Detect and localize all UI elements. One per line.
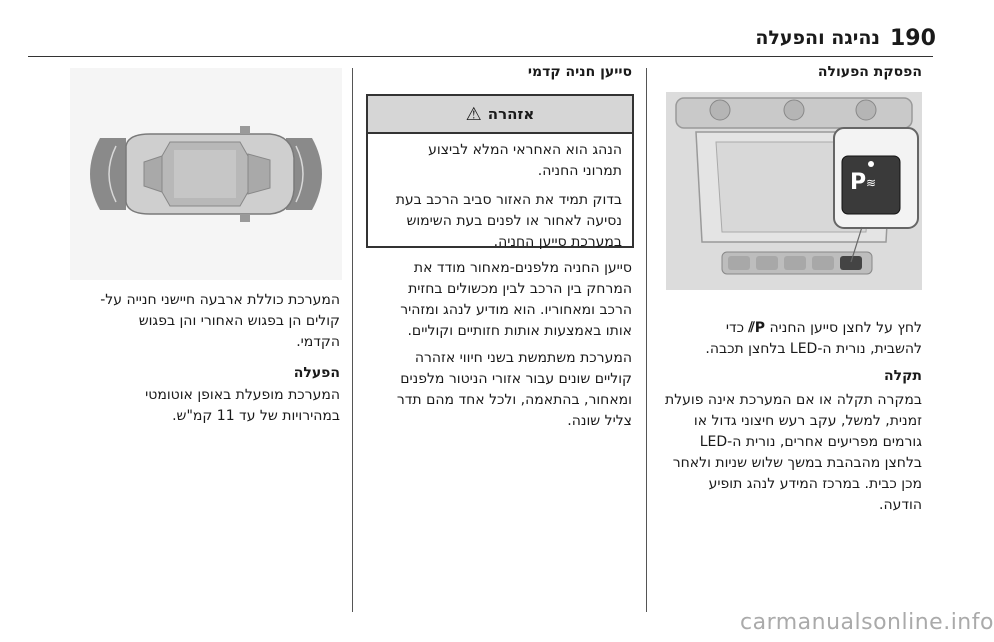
warning-p1-line2: תמרוני החניה.: [537, 163, 622, 179]
left-op-line2: במהירויות של עד 11 קמ"ש.: [172, 408, 340, 424]
warning-box: [366, 94, 634, 248]
car-topview-illustration: [70, 68, 342, 280]
fault-line-2: זמנית, למשל, עקב רעש חיצוני גדול או: [693, 413, 922, 429]
page-number: 190: [890, 26, 936, 51]
warning-title: אזהרה: [487, 105, 535, 123]
park-assist-waves-icon: ≋: [866, 176, 877, 190]
fault-line-3: גורמים מפריעים אחרים, נורית ה-LED: [699, 434, 922, 450]
middle-p2-line1: המערכת משתמשת בשני חיווי אזהרה: [414, 350, 632, 366]
left-desc-line3: הקדמי.: [296, 334, 340, 350]
dashboard-button-figure: [666, 92, 922, 290]
warning-triangle-icon: ⚠: [465, 103, 482, 125]
middle-p2-line2: קוליים שונים עבור אזורי הניטור מלפנים: [400, 371, 632, 387]
middle-body-text: [366, 258, 632, 432]
deactivation-text-part1: לחץ על לחצן סייען החניה: [765, 320, 922, 336]
left-desc-line2: קולים הן בפגוש האחורי והן בפגוש: [138, 313, 340, 329]
park-assist-symbol-icon: P⫽: [748, 320, 766, 336]
warning-p2-line3: במערכת סייען החניה.: [493, 234, 622, 250]
sensor-zones-figure: [70, 68, 342, 280]
middle-p1-line1: סייען החניה מלפנים-מאחור מודד את: [413, 260, 632, 276]
middle-p1-line4: אותו באמצעות אותות חזותיים וקוליים.: [407, 323, 632, 339]
left-desc-line1: המערכת כוללת ארבעה חיישני חנייה על-: [100, 292, 340, 308]
chapter-title: נהיגה והפעלה: [755, 27, 880, 49]
right-column-title-wrap: [660, 64, 922, 80]
fault-line-6: הודעה.: [879, 497, 922, 513]
left-column-text: [66, 290, 340, 427]
fault-line-4: בלחצן מהבהבת במשך שלוש שניות ולאחר: [672, 455, 922, 471]
deactivation-text: [660, 318, 922, 516]
warning-p2-line1: בדוק תמיד את האזור סביב הרכב בעת: [395, 192, 622, 208]
warning-body: [368, 134, 632, 253]
warning-header: [368, 96, 632, 134]
fault-line-1: במקרה תקלה או אם המערכת אינה פועלת: [665, 392, 922, 408]
page-header: [0, 0, 960, 56]
section-title-front-park-assist: סייען חניה קדמי: [527, 64, 632, 80]
warning-p2-line2: נסיעה לאחור או לפנים בעת השימוש: [406, 213, 622, 229]
fault-line-5: מכן כבית. במרכז המידע לנהג תופיע: [708, 476, 922, 492]
middle-p1-line2: המרחק בין הרכב לבין מכשולים בחזית: [408, 281, 632, 297]
watermark: carmanualsonline.info: [740, 610, 994, 635]
header-rule: [28, 56, 933, 57]
section-title-deactivation: הפסקת הפעולה: [817, 64, 922, 80]
middle-column-title-wrap: [366, 64, 632, 80]
middle-p2-line3: ומאחור, בהתאמה, ולכל אחד מהם תדר: [396, 392, 632, 408]
left-op-line1: המערכת מופעלת באופן אוטומטי: [145, 387, 340, 403]
deactivation-text-part2: כדי: [725, 320, 745, 336]
dashboard-switch-illustration: [666, 92, 922, 290]
deactivation-text-part3: להשבית, נורית ה-LED בלחצן תכבה.: [705, 341, 922, 357]
column-separator-left: [352, 68, 353, 612]
column-separator-right: [646, 68, 647, 612]
middle-p2-line4: צליל שונה.: [567, 413, 632, 429]
section-title-operation: הפעלה: [293, 365, 340, 381]
park-assist-button-label: P: [850, 170, 867, 195]
middle-p1-line3: הרכב ומאחוריו. הוא מודיע לנהג ומזהיר: [400, 302, 632, 318]
section-title-fault: תקלה: [884, 368, 922, 384]
warning-p1-line1: הנהג הוא האחראי המלא לביצוע: [428, 142, 622, 158]
